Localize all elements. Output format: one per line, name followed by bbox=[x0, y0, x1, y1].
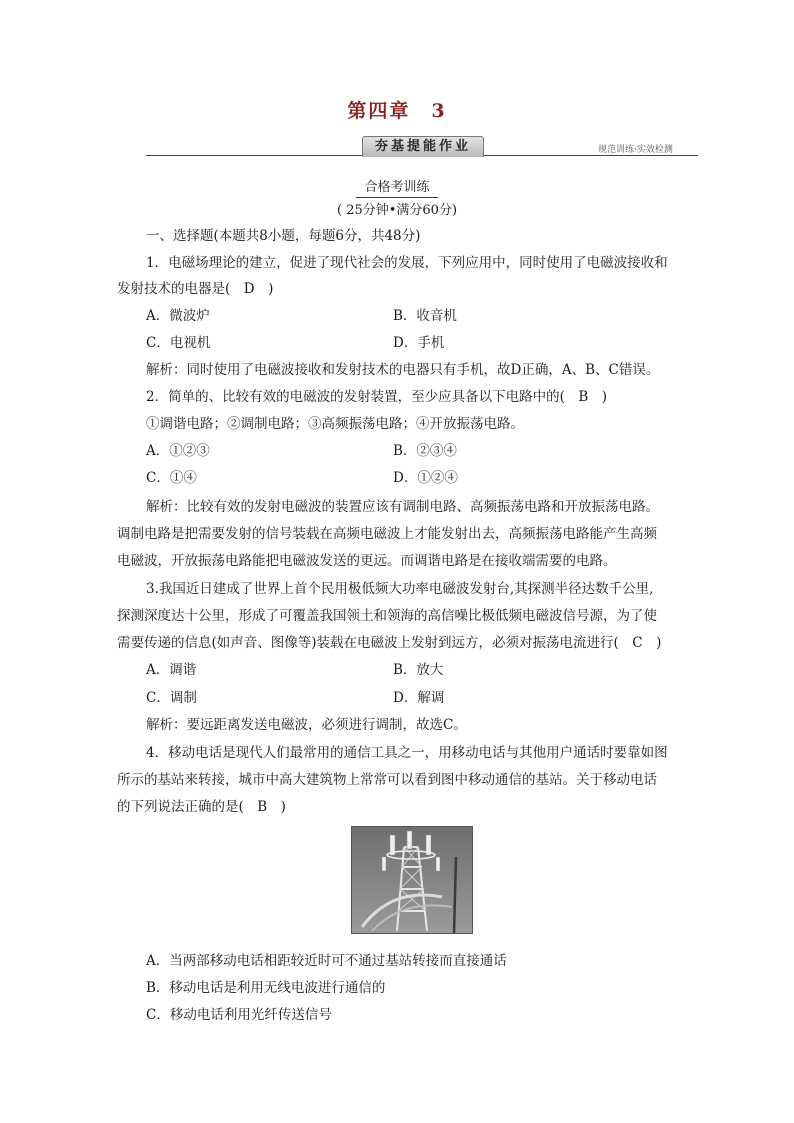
q2-analysis-line3: 电磁波，开放振荡电路能把电磁波发送的更远。而调谐电路是在接收端需要的电路。 bbox=[117, 553, 617, 569]
q4-option-c: C．移动电话利用光纤传送信号 bbox=[146, 1007, 332, 1023]
banner-tag: 夯基提能作业 bbox=[362, 136, 484, 157]
q1-option-c: C．电视机 bbox=[146, 335, 211, 351]
q4-stem-line2: 所示的基站来转接，城市中高大建筑物上常常可以看到图中移动通信的基站。关于移动电话 bbox=[117, 772, 657, 788]
q1-option-d: D．手机 bbox=[393, 335, 445, 351]
q3-stem-line2: 探测深度达十公里，形成了可覆盖我国领土和领海的高信噪比极低频电磁波信号源，为了使 bbox=[117, 608, 657, 624]
banner-subtitle: 规范训练·实效检测 bbox=[598, 145, 673, 155]
q2-stem-line1: 2．简单的、比较有效的电磁波的发射装置，至少应具备以下电路中的( B ) bbox=[146, 389, 608, 405]
q3-option-b: B．放大 bbox=[393, 662, 444, 678]
q3-option-d: D．解调 bbox=[393, 690, 445, 706]
part1-heading: 一、选择题(本题共8小题，每题6分，共48分) bbox=[146, 228, 421, 244]
q2-option-d: D．①②④ bbox=[393, 470, 458, 486]
chapter-title: 第四章 3 bbox=[347, 100, 447, 122]
q2-option-a: A．①②③ bbox=[146, 443, 210, 459]
section-subtitle: ( 25分钟•满分60分) bbox=[336, 203, 458, 218]
q4-stem-line1: 4．移动电话是现代人们最常用的通信工具之一，用移动电话与其他用户通话时要靠如图 bbox=[146, 745, 668, 761]
q1-option-b: B．收音机 bbox=[393, 308, 457, 324]
base-station-photo bbox=[351, 826, 473, 934]
q2-stem-line2: ①调谐电路；②调制电路；③高频振荡电路；④开放振荡电路。 bbox=[146, 416, 524, 432]
q2-option-c: C．①④ bbox=[146, 470, 197, 486]
section-title-text: 合格考训练 bbox=[356, 176, 437, 198]
base-station-tower-illustration bbox=[352, 827, 472, 933]
q2-analysis-line2: 调制电路是把需要发射的信号装载在高频电磁波上才能发射出去，高频振荡电路能产生高频 bbox=[117, 526, 657, 542]
q3-analysis: 解析：要远距离发送电磁波，必须进行调制，故选C。 bbox=[146, 717, 467, 733]
q2-analysis-line1: 解析：比较有效的发射电磁波的装置应该有调制电路、高频振荡电路和开放振荡电路。 bbox=[146, 499, 659, 515]
q3-option-c: C．调制 bbox=[146, 690, 197, 706]
q4-option-b: B．移动电话是利用无线电波进行通信的 bbox=[146, 980, 386, 996]
q3-stem-line1: 3.我国近日建成了世界上首个民用极低频大功率电磁波发射台,其探测半径达数千公里, bbox=[146, 581, 654, 597]
q1-stem-line2: 发射技术的电器是( D ) bbox=[117, 281, 274, 297]
q3-option-a: A．调谐 bbox=[146, 662, 197, 678]
q1-stem-line1: 1．电磁场理论的建立，促进了现代社会的发展，下列应用中，同时使用了电磁波接收和 bbox=[146, 255, 668, 271]
q3-stem-line3: 需要传递的信息(如声音、图像等)装载在电磁波上发射到远方，必须对振荡电流进行( C ) bbox=[117, 635, 662, 651]
q1-analysis: 解析：同时使用了电磁波接收和发射技术的电器只有手机，故D正确，A、B、C错误。 bbox=[146, 362, 660, 378]
q4-stem-line3: 的下列说法正确的是( B ) bbox=[117, 799, 286, 815]
q4-option-a: A．当两部移动电话相距较近时可不通过基站转接而直接通话 bbox=[146, 953, 507, 969]
section-title bbox=[0, 176, 794, 198]
q2-option-b: B．②③④ bbox=[393, 443, 457, 459]
q1-option-a: A．微波炉 bbox=[146, 308, 210, 324]
